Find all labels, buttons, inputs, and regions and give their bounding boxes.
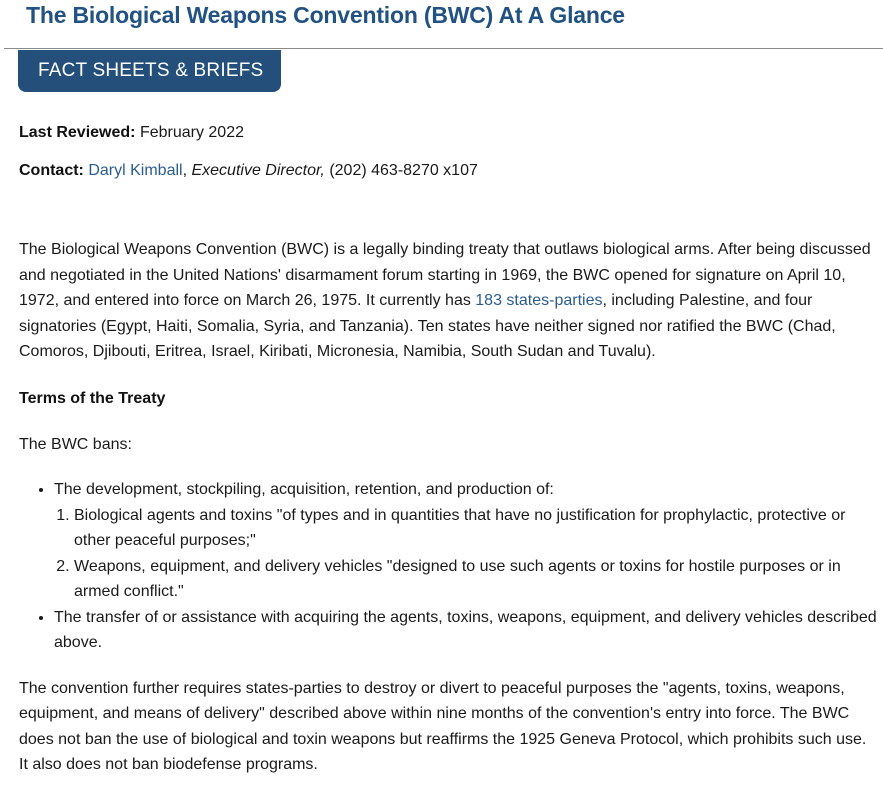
page-title: The Biological Weapons Convention (BWC) At A Glance bbox=[26, 2, 625, 28]
category-badge[interactable]: FACT SHEETS & BRIEFS bbox=[18, 50, 281, 92]
list-item-text: The transfer of or assistance with acquiring the agents, toxins, weapons, equipment, and delivery vehicles described above. bbox=[54, 608, 877, 651]
closing-paragraph: The convention further requires states-parties to destroy or divert to peaceful purposes the "agents, toxins, weapons, equipment, and means of delivery" described above within nine months of the convention's entry into force. The BWC does not ban the use of biological and toxin weapons but reaffirms the 1925 Geneva Protocol, which prohibits such use. It also does not ban biodefense programs. bbox=[19, 679, 867, 773]
contact-name-link[interactable]: Daryl Kimball bbox=[88, 162, 183, 179]
bans-list bbox=[19, 477, 879, 656]
list-item bbox=[54, 477, 879, 605]
states-parties-link[interactable]: 183 states-parties bbox=[475, 292, 603, 309]
article-body bbox=[19, 120, 879, 778]
bans-lead: The BWC bans: bbox=[19, 435, 132, 453]
sub-list bbox=[54, 503, 879, 605]
terms-heading: Terms of the Treaty bbox=[19, 389, 166, 407]
list-item-text: The development, stockpiling, acquisition, retention, and production of: bbox=[54, 481, 554, 498]
contact-label: Contact: bbox=[19, 162, 84, 179]
sub-list-item: 1. Biological agents and toxins "of types and in quantities that have no justification for prophylactic, protective or other peaceful purposes;" bbox=[74, 503, 879, 554]
last-reviewed-label: Last Reviewed: bbox=[19, 124, 136, 141]
last-reviewed bbox=[19, 120, 879, 145]
last-reviewed-value: February 2022 bbox=[139, 124, 244, 141]
intro-text-start: The Biological Weapons Convention (BWC) is a legally binding treaty that outlaws biological arms. After being discussed and negotiated in the United Nations' disarmament forum starting in 1969, the BWC opened for signature on April 10, 1972, and entered into force on March 26, 1975. It currently has bbox=[19, 241, 871, 309]
intro-paragraph bbox=[19, 237, 879, 365]
intro-text-end: , including Palestine, and four signatories (Egypt, Haiti, Somalia, Syria, and Tanzania). Ten states have neither signed nor ratified the BWC (Chad, Comoros, Djibouti, Eritrea, Israel, Kiribati, Micronesia, Namibia, South Sudan and Tuvalu). bbox=[19, 292, 836, 360]
contact-phone: (202) 463-8270 x107 bbox=[324, 162, 478, 179]
contact-role: Executive Director, bbox=[191, 162, 325, 179]
contact-separator: , bbox=[182, 162, 192, 179]
title-divider bbox=[4, 48, 883, 49]
sub-list-item: 2. Weapons, equipment, and delivery vehicles "designed to use such agents or toxins for hostile purposes or in armed conflict." bbox=[74, 554, 879, 605]
list-item bbox=[54, 605, 879, 656]
contact-line bbox=[19, 158, 879, 183]
